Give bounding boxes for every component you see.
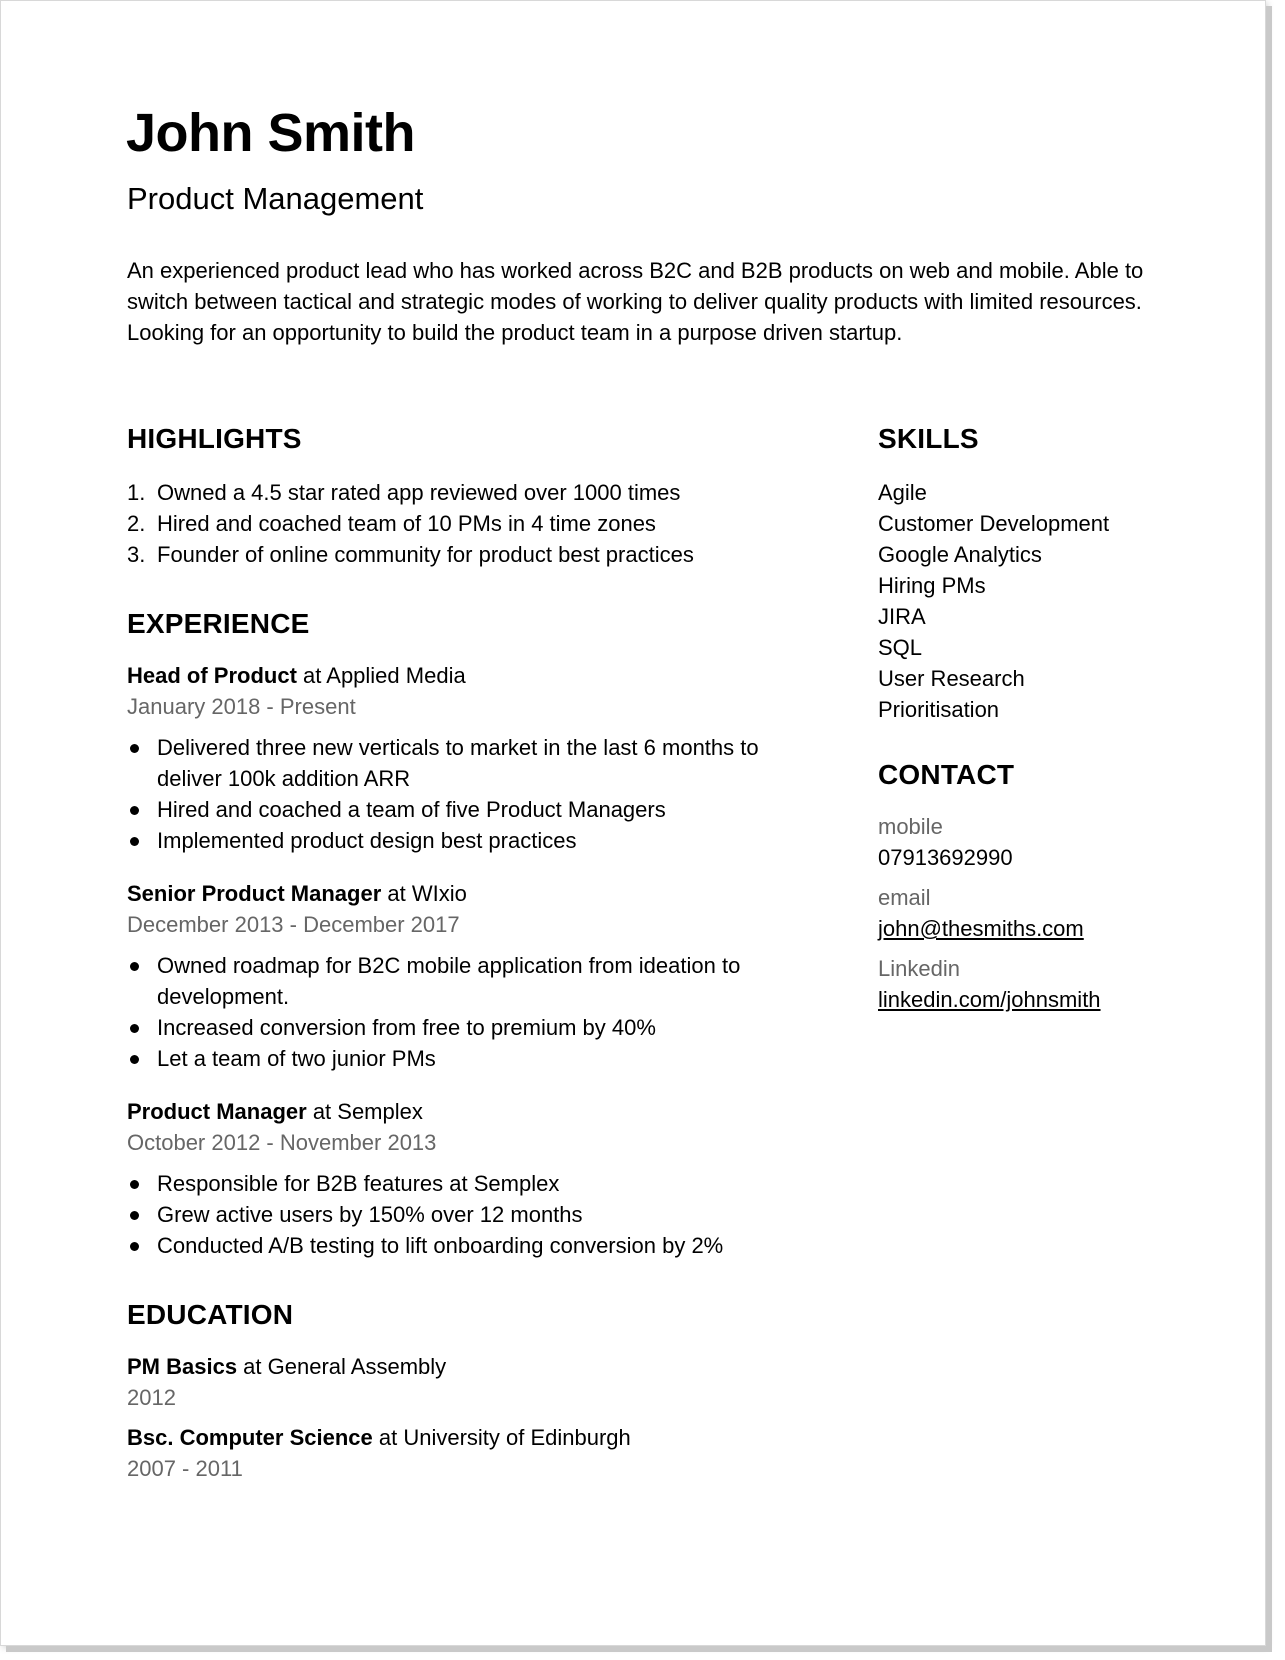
education-title: Bsc. Computer Science [127, 1425, 373, 1450]
skill-item: Agile [878, 480, 927, 505]
resume-name: John Smith [126, 103, 415, 163]
highlight-item [127, 508, 817, 539]
job-title: Senior Product Manager [127, 881, 382, 906]
job-bullet [127, 1230, 817, 1261]
job-title: Head of Product [127, 663, 297, 688]
side-column [878, 419, 1198, 1015]
main-column [127, 419, 817, 1484]
skill-item: Hiring PMs [878, 573, 986, 598]
contact-mobile [878, 811, 1198, 873]
highlights-list [127, 477, 817, 570]
highlight-number: 3. [127, 542, 146, 567]
job-role-line [127, 660, 817, 691]
bullet-dot-icon [130, 962, 139, 971]
job-dates: October 2012 - November 2013 [127, 1130, 437, 1155]
job-bullet-text: Implemented product design best practices [157, 828, 577, 853]
job-dates: December 2013 - December 2017 [127, 912, 460, 937]
job-bullet-text: Hired and coached a team of five Product Managers [157, 797, 666, 822]
contact-block [878, 811, 1198, 1015]
job-entry [127, 878, 817, 1074]
linkedin-label: Linkedin [878, 956, 960, 981]
job-company: at Semplex [306, 1099, 423, 1124]
email-value [878, 913, 1198, 944]
skill-item: SQL [878, 635, 923, 660]
email-link[interactable]: john@thesmiths.com [878, 916, 1084, 941]
job-title: Product Manager [127, 1099, 307, 1124]
contact-linkedin [878, 953, 1198, 1015]
job-bullet-text: Conducted A/B testing to lift onboarding conversion by 2% [157, 1233, 724, 1258]
bullet-dot-icon [130, 1211, 139, 1220]
experience-heading: EXPERIENCE [127, 608, 310, 639]
education-school: at General Assembly [237, 1354, 447, 1379]
job-bullets [127, 732, 817, 856]
job-bullet-text: Grew active users by 150% over 12 months [157, 1202, 583, 1227]
education-line [127, 1351, 817, 1382]
job-bullet-text: Owned roadmap for B2C mobile application from ideation to development. [157, 953, 741, 1009]
job-company: at Applied Media [296, 663, 466, 688]
bullet-dot-icon [130, 806, 139, 815]
highlights-section [127, 419, 817, 570]
job-bullet-text: Increased conversion from free to premium by 40% [157, 1015, 656, 1040]
bullet-dot-icon [130, 837, 139, 846]
resume-summary: An experienced product lead who has worked across B2C and B2B products on web and mobile. Able to switch between tactical and strategic modes of working to deliver quality products with limited resources. Looking for an opportunity to build the product team in a purpose driven startup. [127, 258, 1144, 345]
skills-heading: SKILLS [878, 423, 979, 454]
job-bullet [127, 950, 817, 1012]
bullet-dot-icon [130, 744, 139, 753]
highlight-number: 1. [127, 480, 146, 505]
skills-list [878, 477, 1198, 725]
job-bullet [127, 825, 817, 856]
education-school: at University of Edinburgh [372, 1425, 631, 1450]
education-line [127, 1422, 817, 1453]
job-entry [127, 1096, 817, 1261]
education-entry [127, 1351, 817, 1413]
linkedin-value [878, 984, 1198, 1015]
skill-item: User Research [878, 666, 1025, 691]
linkedin-link[interactable]: linkedin.com/johnsmith [878, 987, 1101, 1012]
job-bullet [127, 732, 817, 794]
highlight-text: Founder of online community for product best practices [157, 542, 694, 567]
education-title: PM Basics [127, 1354, 238, 1379]
highlight-number: 2. [127, 511, 146, 536]
bullet-dot-icon [130, 1055, 139, 1064]
education-heading: EDUCATION [127, 1299, 294, 1330]
job-bullet-text: Responsible for B2B features at Semplex [157, 1171, 560, 1196]
highlight-item [127, 539, 817, 570]
job-bullet [127, 1012, 817, 1043]
skill-item: Prioritisation [878, 697, 1000, 722]
bullet-dot-icon [130, 1180, 139, 1189]
job-entry [127, 660, 817, 856]
mobile-label: mobile [878, 814, 943, 839]
resume-subtitle: Product Management [127, 181, 424, 216]
job-role-line [127, 1096, 817, 1127]
job-company: at WIxio [381, 881, 467, 906]
education-dates: 2007 - 2011 [127, 1456, 243, 1481]
email-label: email [878, 885, 931, 910]
skills-section [878, 419, 1198, 725]
experience-section [127, 604, 817, 1261]
job-dates: January 2018 - Present [127, 694, 356, 719]
job-bullet-text: Let a team of two junior PMs [157, 1046, 436, 1071]
job-bullet [127, 1168, 817, 1199]
education-dates: 2012 [127, 1385, 176, 1410]
education-section [127, 1295, 817, 1484]
job-bullet [127, 794, 817, 825]
highlight-text: Owned a 4.5 star rated app reviewed over 1000 times [157, 480, 681, 505]
job-bullets [127, 1168, 817, 1261]
contact-email [878, 882, 1198, 944]
skill-item: JIRA [878, 604, 926, 629]
highlight-item [127, 477, 817, 508]
contact-section [878, 755, 1198, 1015]
bullet-dot-icon [130, 1242, 139, 1251]
highlight-text: Hired and coached team of 10 PMs in 4 time zones [157, 511, 656, 536]
job-bullet [127, 1043, 817, 1074]
highlights-heading: HIGHLIGHTS [127, 423, 302, 454]
job-bullets [127, 950, 817, 1074]
education-entry [127, 1422, 817, 1484]
mobile-value: 07913692990 [878, 845, 1013, 870]
bullet-dot-icon [130, 1024, 139, 1033]
contact-heading: CONTACT [878, 759, 1015, 790]
job-role-line [127, 878, 817, 909]
skill-item: Google Analytics [878, 542, 1042, 567]
skill-item: Customer Development [878, 511, 1110, 536]
job-bullet [127, 1199, 817, 1230]
job-bullet-text: Delivered three new verticals to market in the last 6 months to deliver 100k addition ARR [157, 735, 759, 791]
